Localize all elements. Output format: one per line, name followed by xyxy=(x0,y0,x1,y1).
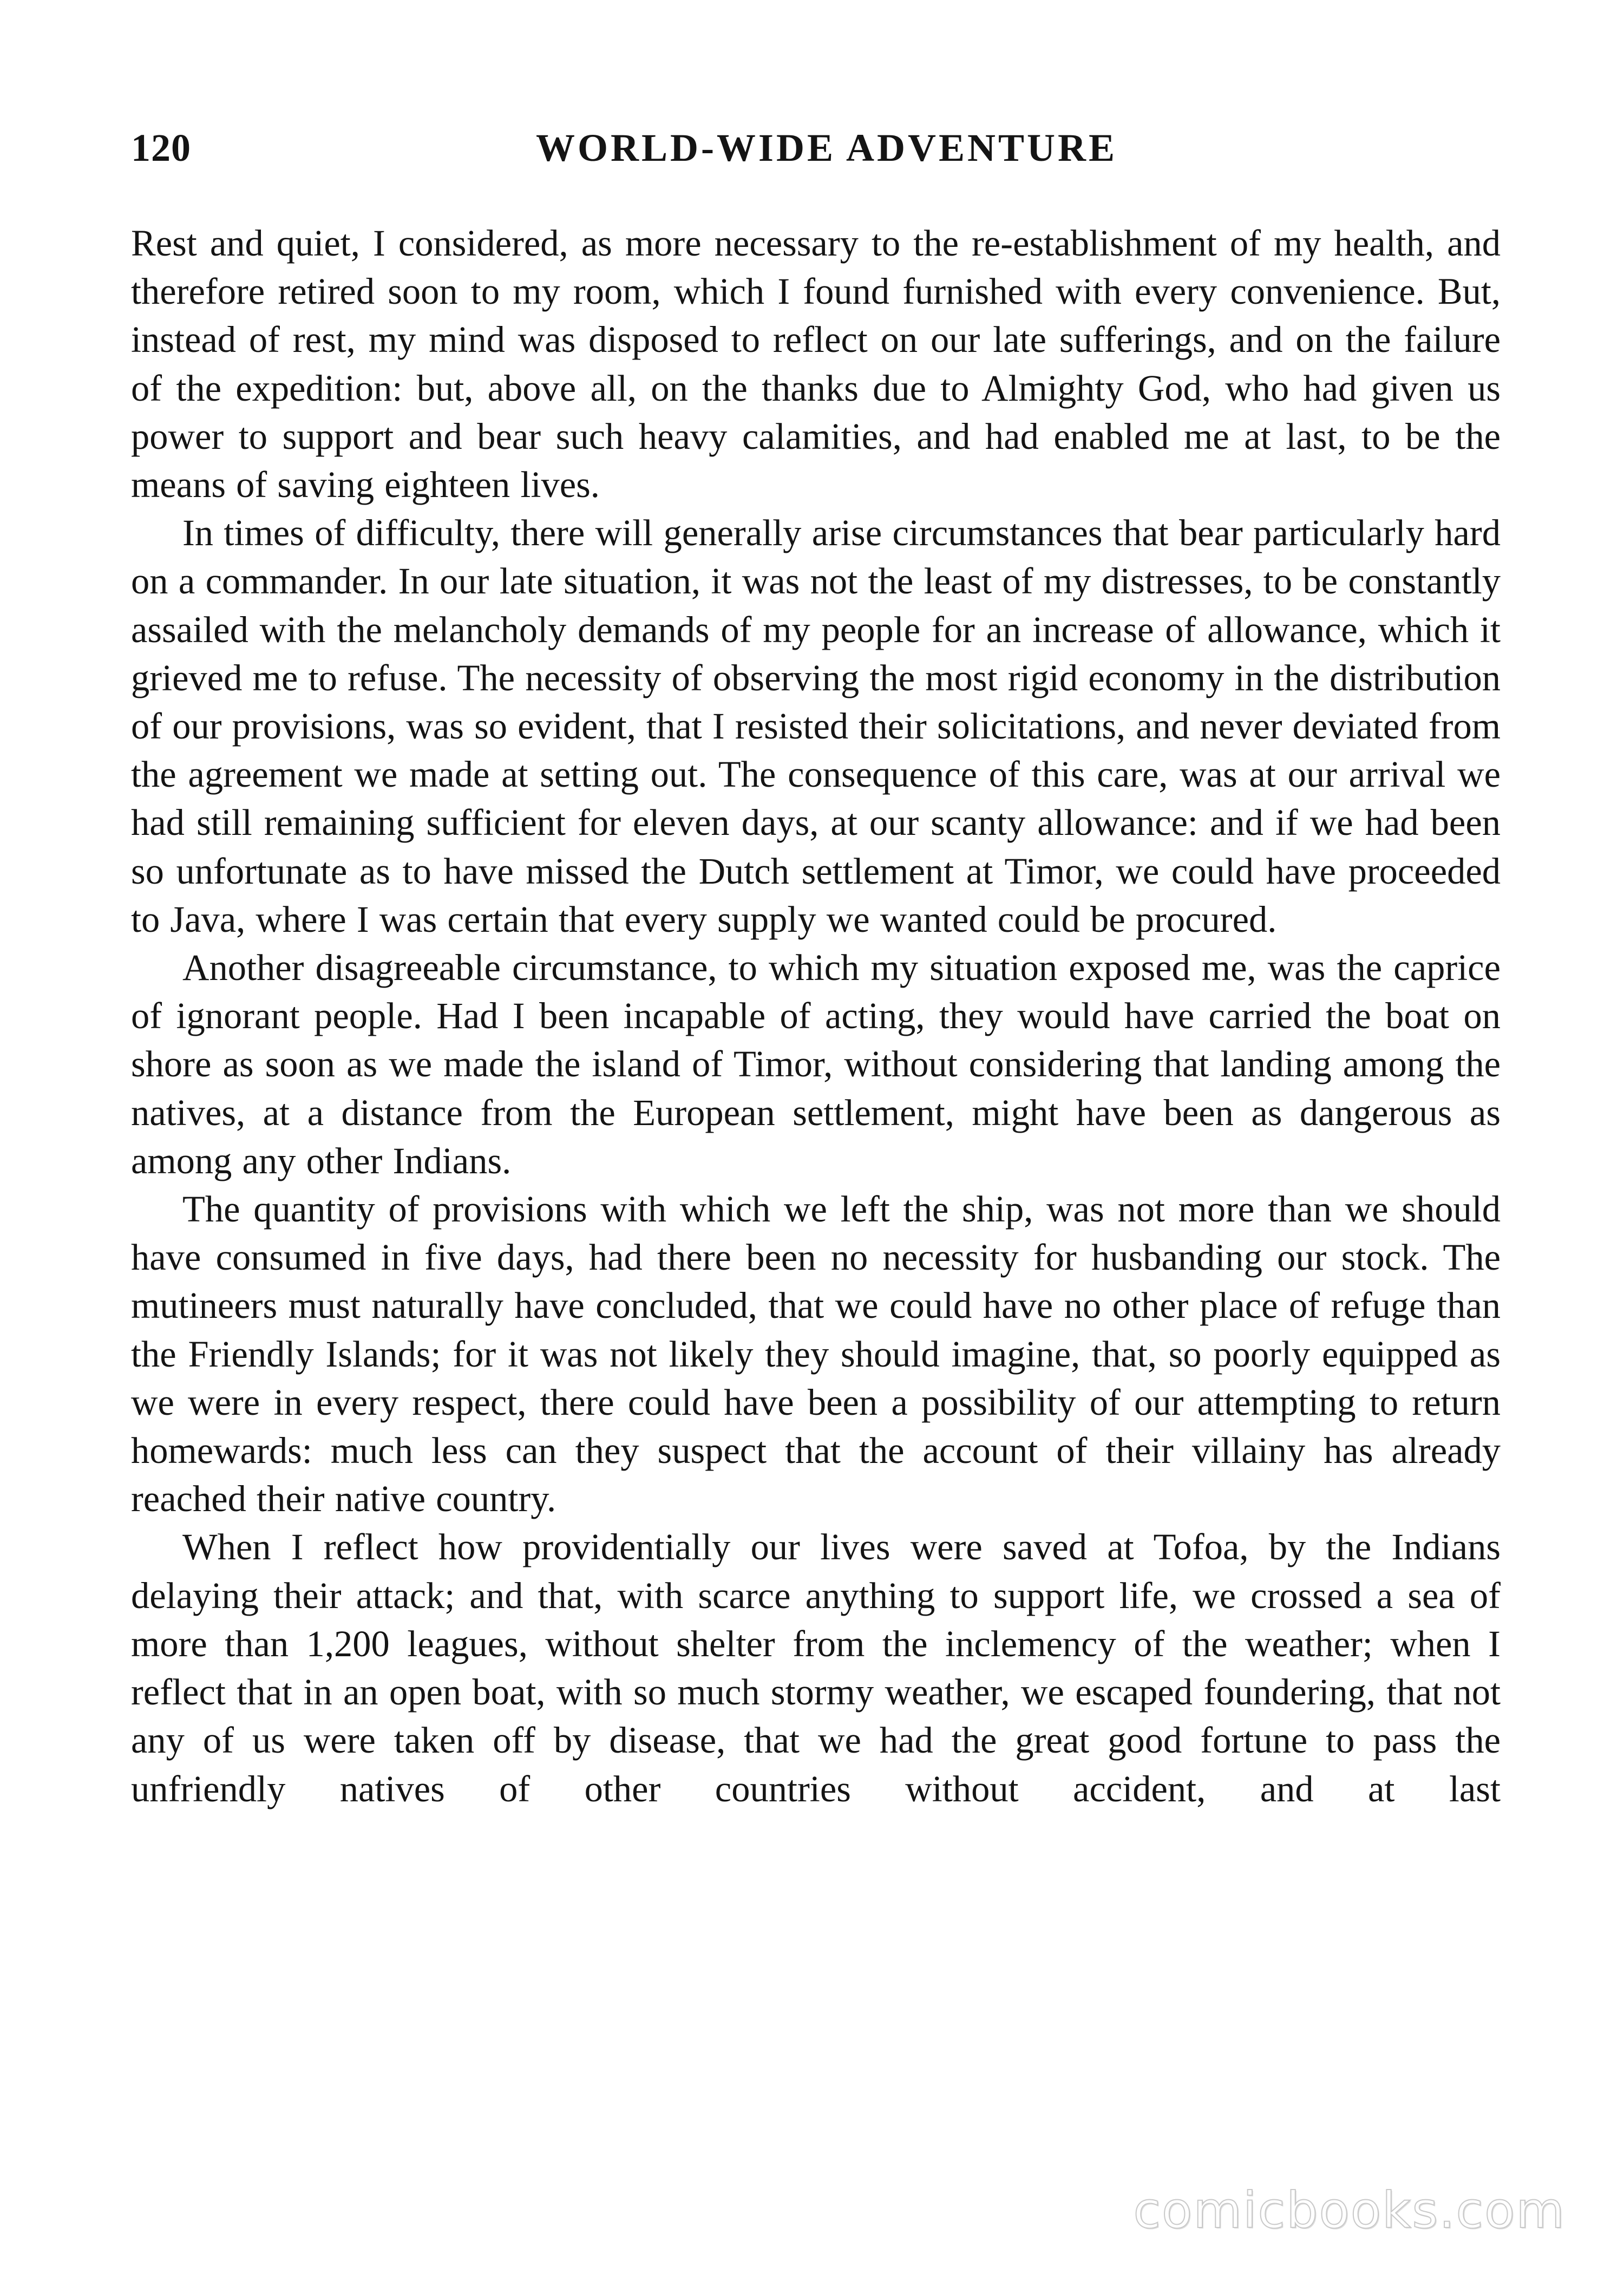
body-text xyxy=(131,219,1501,1813)
running-head xyxy=(131,126,1501,185)
watermark: comicbooks.com xyxy=(1133,2181,1566,2239)
paragraph-times-of-difficulty: In times of difficulty, there will generally arise circumstances that bear particularly hard on a commander. In our late situation, it was not the least of my distresses, to be constantly assailed with the melancholy demands of my people for an increase of allowance, which it grieved me to refuse. The necessity of observing the most rigid economy in the distribution of our provisions, was so evident, that I resisted their solicitations, and never deviated from the agreement we made at setting out. The consequence of this care, was at our arrival we had still remaining sufficient for eleven days, at our scanty allowance: and if we had been so unfortunate as to have missed the Dutch settlement at Timor, we could have proceeded to Java, where I was certain that every supply we wanted could be procured. xyxy=(131,512,1501,940)
running-title: WORLD-WIDE ADVENTURE xyxy=(535,126,1118,169)
paragraph-another-circumstance: Another disagreeable circumstance, to which my situation exposed me, was the caprice of ignorant people. Had I been incapable of acting, they would have carried the boat on shore as soon as we made the island of Timor, without considering that landing among the natives, at a distance from the European settlement, might have been as dangerous as among any other Indians. xyxy=(131,947,1501,1181)
page-number: 120 xyxy=(131,126,191,169)
paragraph-quantity-of-provisions: The quantity of provisions with which we left the ship, was not more than we should have consumed in five days, had there been no necessity for husbanding our stock. The mutineers must naturally have concluded, that we could have no other place of refuge than the Friendly Islands; for it was not likely they should imagine, that, so poorly equipped as we were in every respect, there could have been a possibility of our attempting to return homewards: much less can they suspect that the account of their villainy has already reached their native country. xyxy=(131,1188,1501,1520)
paragraph-rest-and-quiet: Rest and quiet, I considered, as more necessary to the re-establishment of my health, and therefore retired soon to my room, which I found furnished with every convenience. But, instead of rest, my mind was disposed to reflect on our late sufferings, and on the failure of the expedition: but, above all, on the thanks due to Almighty God, who had given us power to support and bear such heavy calamities, and had enabled me at last, to be the means of saving eighteen lives. xyxy=(131,223,1501,506)
paragraph-when-i-reflect: When I reflect how providentially our lives were saved at Tofoa, by the Indians delaying their attack; and that, with scarce anything to support life, we crossed a sea of more than 1,200 leagues, without shelter from the inclemency of the weather; when I reflect that in an open boat, with so much stormy weather, we escaped foundering, that not any of us were taken off by disease, that we had the great good fortune to pass the unfriendly natives of other countries without accident, and at last xyxy=(131,1526,1501,1809)
